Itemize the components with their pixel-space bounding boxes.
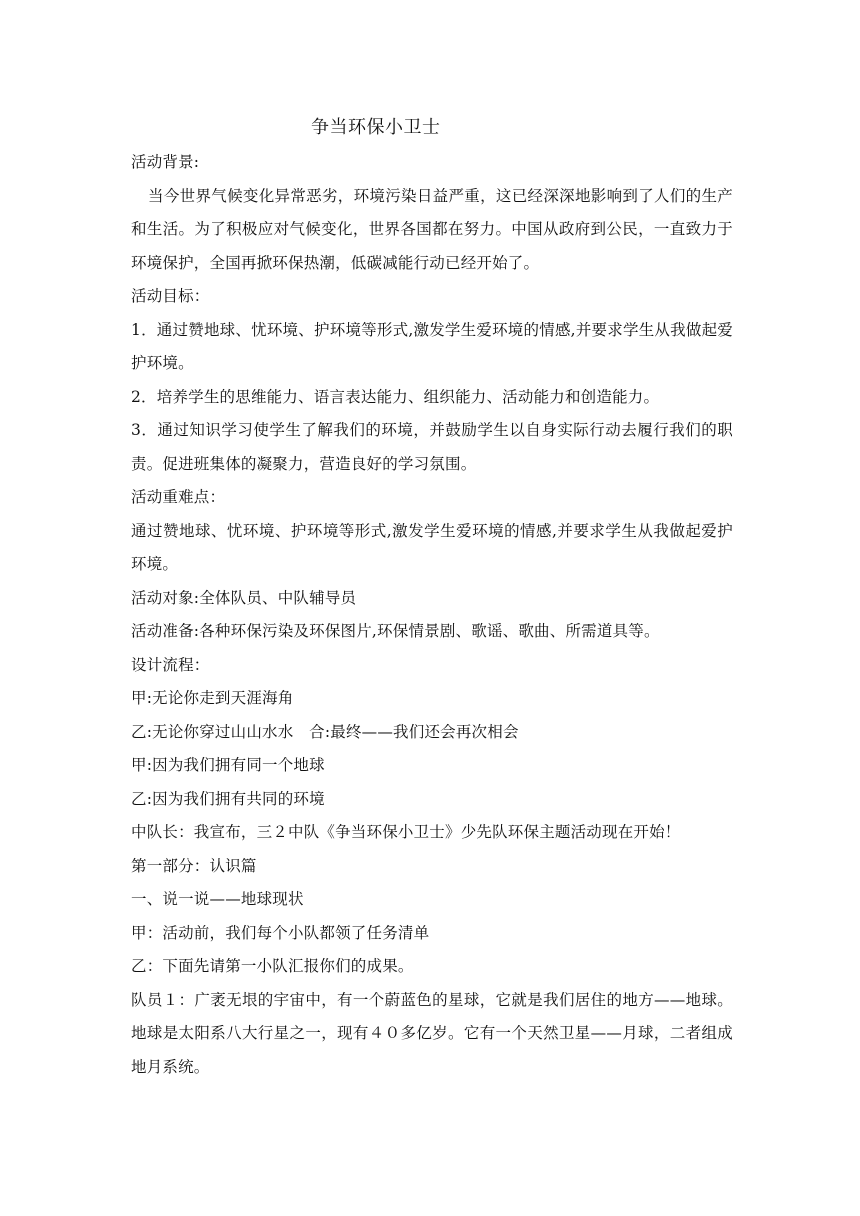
dialogue-line: 中队长：我宣布，三２中队《争当环保小卫士》少先队环保主题活动现在开始！ [131,823,681,841]
goal-item-2: 2．培养学生的思维能力、语言表达能力、组织能力、活动能力和创造能力。 [131,387,660,406]
section-heading-flow: 设计流程： [131,655,210,674]
paragraph-preparation: 活动准备:各种环保污染及环保图片,环保情景剧、歌谣、歌曲、所需道具等。 [131,622,660,640]
paragraph-member-report: 队员１：广袤无垠的宇宙中，有一个蔚蓝色的星球，它就是我们居住的地方——地球。地球是太阳系八大行星之一，现有４０多亿岁。它有一个天然卫星——月球，二者组成地月系统。 [131,990,733,1076]
paragraph-participants: 活动对象:全体队员、中队辅导员 [131,588,357,607]
dialogue-line: 乙:因为我们拥有共同的环境 [131,789,325,808]
paragraph-background: 当今世界气候变化异常恶劣，环境污染日益严重，这已经深深地影响到了人们的生产和生活。为了积极应对气候变化，世界各国都在努力。中国从政府到公民，一直致力于环境保护，全国再掀环保热潮，低碳减能行动已经开始了。 [131,186,733,272]
document-body [131,110,733,1084]
dialogue-line: 甲:无论你走到天涯海角 [131,689,294,707]
section-heading-background: 活动背景: [131,153,200,171]
dialogue-line: 乙：下面先请第一小队汇报你们的成果。 [131,957,414,975]
section-heading-part-one: 第一部分：认识篇 [131,856,257,875]
section-heading-goals: 活动目标： [131,287,210,305]
goal-item-3: 3．通过知识学习使学生了解我们的环境，并鼓励学生以自身实际行动去履行我们的职责。促进班集体的凝聚力，营造良好的学习氛围。 [131,421,733,473]
goal-item-1: 1．通过赞地球、忧环境、护环境等形式,激发学生爱环境的情感,并要求学生从我做起爱护环境。 [131,320,733,372]
dialogue-line: 甲：活动前，我们每个小队都领了任务清单 [131,923,430,942]
section-heading-key-points: 活动重难点： [131,488,226,506]
paragraph-key-points: 通过赞地球、忧环境、护环境等形式,激发学生爱环境的情感,并要求学生从我做起爱护环境。 [131,521,733,573]
subsection-heading: 一、说一说——地球现状 [131,890,304,908]
document-title: 争当环保小卫士 [311,117,441,138]
dialogue-line: 甲:因为我们拥有同一个地球 [131,756,325,774]
dialogue-line: 乙:无论你穿过山山水水 合:最终——我们还会再次相会 [131,722,519,741]
